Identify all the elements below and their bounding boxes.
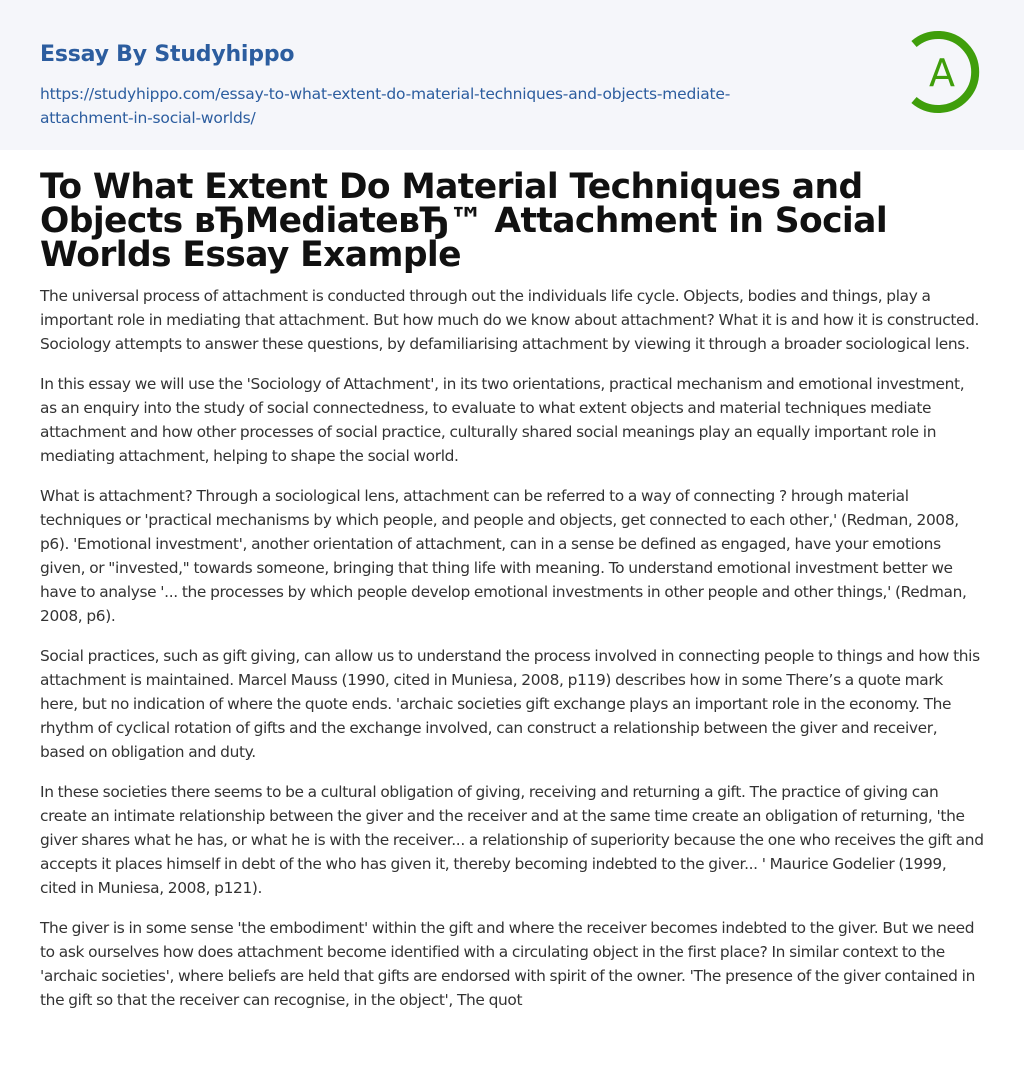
essay-paragraph: The giver is in some sense 'the embodiment' within the gift and where the receiver becomes indebted to the giver. But we need to ask ourselves how does attachment become identified with a circulating object in the first place? In similar context to the 'archaic societies', where beliefs are held that gifts are endorsed with spirit of the owner. 'The presence of the giver contained in the gift so that the receiver can recognise, in the object', The quot xyxy=(40,919,975,1009)
site-header xyxy=(0,0,1024,150)
essay-paragraph: The universal process of attachment is conducted through out the individuals life cycle. Objects, bodies and things, play a important role in mediating that attachment. But how much do we know about attachment? What it is and how it is constructed. Sociology attempts to answer these questions, by defamiliarising attachment by viewing it through a broader sociological lens. xyxy=(40,287,980,353)
essay-paragraph: In these societies there seems to be a cultural obligation of giving, receiving and returning a gift. The practice of giving can create an intimate relationship between the giver and the receiver and at the same time create an obligation of returning, 'the giver shares what he has, or what he is with the receiver... a relationship of superiority because the one who receives the gift and accepts it places himself in debt of the who has given it, thereby becoming indebted to the giver... ' Maurice Godelier (1999, cited in Muniesa, 2008, p121). xyxy=(40,783,984,897)
logo-circle-a-icon xyxy=(900,30,984,114)
svg-text:A: A xyxy=(929,51,955,95)
site-name: Essay By Studyhippo xyxy=(40,42,295,67)
essay-content xyxy=(0,150,1024,1012)
essay-url-link[interactable]: https://studyhippo.com/essay-to-what-extent-do-material-techniques-and-objects-mediate-attachment-in-social-worlds/ xyxy=(40,85,731,127)
studyhippo-logo[interactable] xyxy=(900,30,984,114)
essay-paragraph: What is attachment? Through a sociological lens, attachment can be referred to a way of connecting ? hrough material techniques or 'practical mechanisms by which people, and people and objects, get connected to each other,' (Redman, 2008, p6). 'Emotional investment', another orientation of attachment, can in a sense be defined as engaged, have your emotions given, or "invested," towards someone, bringing that thing life with meaning. To understand emotional investment better we have to analyse '... the processes by which people develop emotional investments in other people and other things,' (Redman, 2008, p6). xyxy=(40,487,967,625)
essay-paragraph: Social practices, such as gift giving, can allow us to understand the process involved in connecting people to things and how this attachment is maintained. Marcel Mauss (1990, cited in Muniesa, 2008, p119) describes how in some There’s a quote mark here, but no indication of where the quote ends. 'archaic societies gift exchange plays an important role in the economy. The rhythm of cyclical rotation of gifts and the exchange involved, can construct a relationship between the giver and receiver, based on obligation and duty. xyxy=(40,647,980,761)
essay-paragraph: In this essay we will use the 'Sociology of Attachment', in its two orientations, practical mechanism and emotional investment, as an enquiry into the study of social connectedness, to evaluate to what extent objects and material techniques mediate attachment and how other processes of social practice, culturally shared social meanings play an equally important role in mediating attachment, helping to shape the social world. xyxy=(40,375,965,465)
essay-title: To What Extent Do Material Techniques and Objects вЂMediateвЂ™ Attachment in Social Worlds Essay Example xyxy=(40,167,888,275)
